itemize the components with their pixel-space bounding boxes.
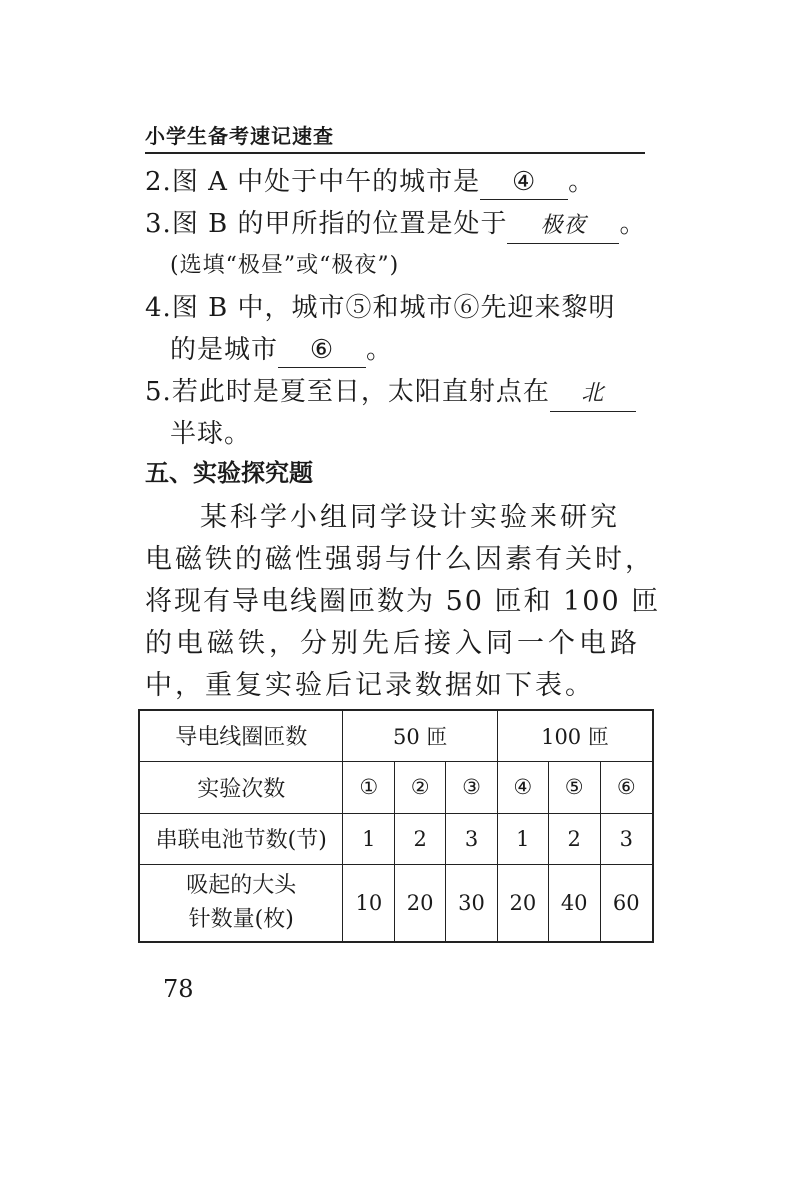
table-cell: ④ — [497, 761, 548, 813]
table-cell: ⑤ — [548, 761, 600, 813]
table-cell: 40 — [548, 864, 600, 942]
question-punct: 。 — [619, 209, 647, 239]
page-header — [145, 118, 645, 154]
question-2 — [145, 162, 595, 202]
paragraph-line: 某科学小组同学设计实验来研究 — [200, 502, 620, 533]
paragraph-line: 电磁铁的磁性强弱与什么因素有关时， — [145, 544, 655, 575]
table-row — [139, 864, 653, 942]
answer-blank — [480, 165, 568, 200]
table-row — [139, 710, 653, 761]
paragraph-line: 中，重复实验后记录数据如下表。 — [145, 670, 595, 701]
question-4 — [145, 288, 615, 328]
row-header-line: 针数量(枚) — [188, 906, 294, 932]
table-cell: ① — [343, 761, 395, 813]
table-cell: 2 — [395, 813, 446, 864]
question-text: 图 B 中，城市⑤和城市⑥先迎来黎明 — [171, 293, 616, 323]
row-header — [139, 864, 343, 942]
question-text: 图 A 中处于中午的城市是 — [171, 167, 481, 197]
answer-blank — [550, 375, 636, 412]
table-cell: 3 — [600, 813, 653, 864]
table-cell: 10 — [343, 864, 395, 942]
table-cell: 1 — [497, 813, 548, 864]
row-header: 实验次数 — [139, 761, 343, 813]
answer-text: ⑥ — [309, 335, 335, 365]
question-punct: 。 — [366, 335, 394, 365]
question-punct: 。 — [568, 167, 596, 197]
table-cell: 2 — [548, 813, 600, 864]
table-row — [139, 813, 653, 864]
header-title: 小学生备考速记速查 — [145, 124, 334, 148]
table-cell: ⑥ — [600, 761, 653, 813]
table-cell: 30 — [446, 864, 498, 942]
question-5 — [145, 372, 636, 412]
question-number: 4. — [145, 293, 172, 323]
table-cell: 20 — [497, 864, 548, 942]
table-cell: ② — [395, 761, 446, 813]
question-3 — [145, 204, 646, 244]
question-4-cont — [170, 330, 393, 370]
answer-blank — [278, 333, 366, 368]
section-title: 五、实验探究题 — [145, 459, 313, 487]
question-text: 的是城市 — [170, 335, 279, 365]
table-cell: 50 匝 — [343, 710, 498, 761]
question-5-cont: 半球。 — [170, 419, 252, 449]
paragraph-line: 将现有导电线圈匝数为 50 匝和 100 匝 — [145, 586, 661, 617]
answer-text: 北 — [581, 381, 605, 406]
question-text: 图 B 的甲所指的位置是处于 — [171, 209, 508, 239]
row-header-line: 吸起的大头 — [186, 872, 297, 898]
page-number: 78 — [163, 975, 194, 1003]
question-number: 5. — [145, 377, 172, 407]
table-cell: 100 匝 — [497, 710, 653, 761]
table-cell: 60 — [600, 864, 653, 942]
answer-text: 极夜 — [540, 213, 587, 238]
question-number: 3. — [145, 209, 172, 239]
table-cell: 20 — [395, 864, 446, 942]
table-cell: 1 — [343, 813, 395, 864]
table-cell: 3 — [446, 813, 498, 864]
row-header: 串联电池节数(节) — [139, 813, 343, 864]
table-row — [139, 761, 653, 813]
answer-blank — [507, 207, 619, 244]
question-number: 2. — [145, 167, 172, 197]
paragraph-line: 的电磁铁，分别先后接入同一个电路 — [145, 628, 641, 659]
row-header: 导电线圈匝数 — [139, 710, 343, 761]
question-3-note: (选填“极昼”或“极夜”) — [170, 253, 400, 278]
experiment-table — [138, 709, 654, 943]
answer-text: ④ — [511, 167, 537, 197]
table-cell: ③ — [446, 761, 498, 813]
question-text: 若此时是夏至日，太阳直射点在 — [171, 377, 550, 407]
